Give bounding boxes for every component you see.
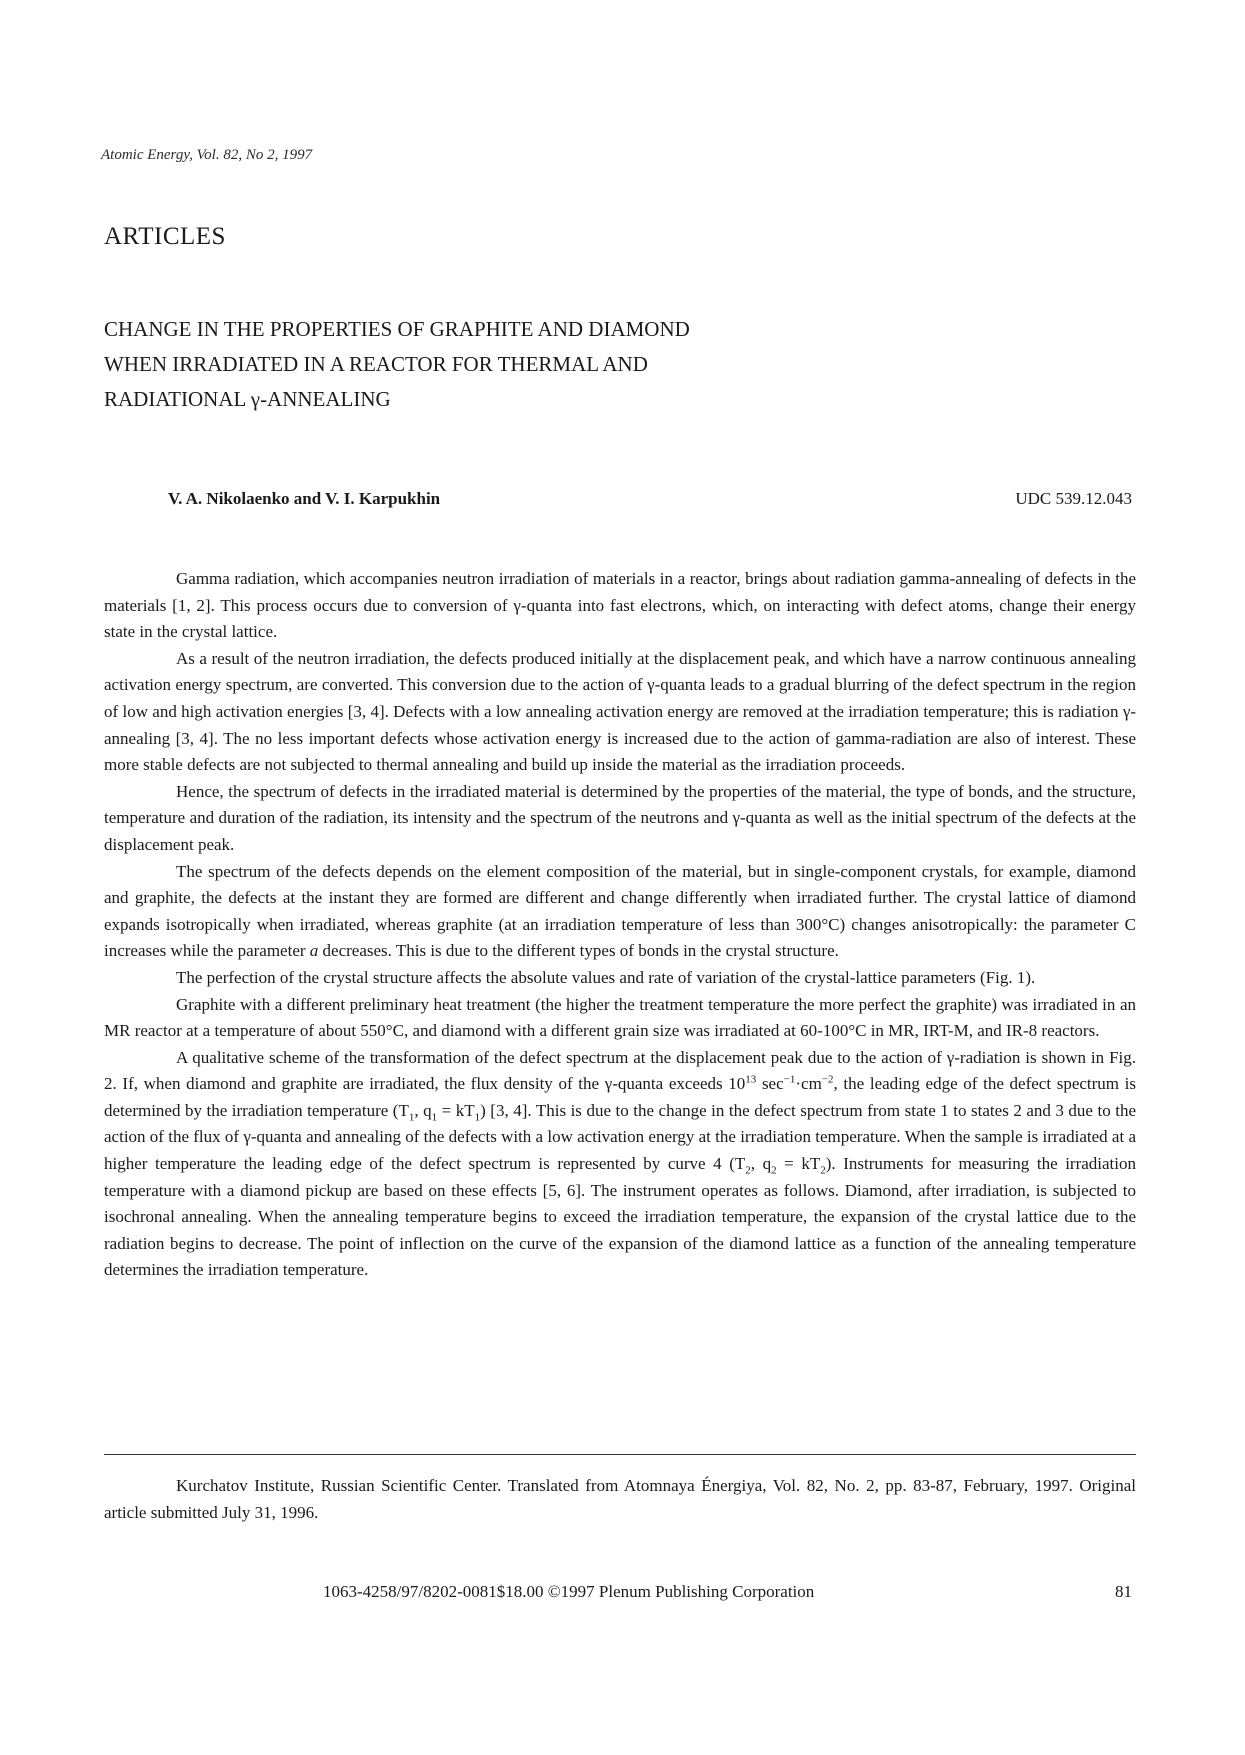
superscript: −2 [821, 1073, 834, 1086]
body-text-run: , q [750, 1154, 772, 1174]
body-text-run: ) [3, 4]. This is due to the change in the defect spectrum from state 1 to states 2 and 3 due to the action of the flux of γ-quanta and annealing of the defects with a low activation energy at the irradiation temperature. When the sample is irradiated at a higher temperature the leading edge of the defect spectrum is represented by curve 4 (T [104, 1100, 1136, 1174]
body-text-run: decreases. This is due to the different types of bonds in the crystal structure. [318, 941, 839, 961]
body-paragraph: Gamma radiation, which accompanies neutron irradiation of materials in a reactor, brings about radiation gamma-annealing of defects in the materials [1, 2]. This process occurs due to conversion of γ-quanta into fast electrons, which, on interacting with defect atoms, change their energy state in the crystal lattice. [104, 569, 1136, 642]
body-paragraph: Graphite with a different preliminary heat treatment (the higher the treatment temperature the more perfect the graphite) was irradiated in an MR reactor at a temperature of about 550°C, and diamond with a different grain size was irradiated at 60-100°C in MR, IRT-M, and IR-8 reactors. [104, 994, 1136, 1041]
title-line: CHANGE IN THE PROPERTIES OF GRAPHITE AND DIAMOND [104, 317, 690, 341]
subscript: 1 [408, 1111, 415, 1124]
body-text-run: sec [761, 1074, 784, 1094]
subscript: 2 [820, 1164, 826, 1177]
body-text-run: , q [414, 1100, 432, 1120]
body-text-run: = kT [437, 1100, 475, 1120]
article-body [104, 566, 1136, 1284]
footnote [104, 1473, 1136, 1526]
subscript: 2 [771, 1164, 777, 1177]
superscript: 13 [745, 1073, 757, 1086]
body-paragraph: The perfection of the crystal structure affects the absolute values and rate of variation of the crystal-lattice parameters (Fig. 1). [176, 967, 1036, 987]
title-line: RADIATIONAL γ-ANNEALING [104, 387, 391, 411]
superscript: −1 [783, 1073, 796, 1086]
body-text-run: ). Instruments for measuring the irradiation temperature with a diamond pickup are based on these effects [5, 6]. The instrument operates as follows. Diamond, after irradiation, is subjected to isochronal annealing. When the annealing temperature begins to exceed the irradiation temperature, the expansion of the crystal lattice due to the radiation begins to decrease. The point of inflection on the curve of the expansion of the diamond lattice as a function of the annealing temperature determines the irradiation temperature. [104, 1154, 1136, 1280]
footnote-text: Kurchatov Institute, Russian Scientific Center. Translated from Atomnaya Énergiya, Vol. 82, No. 2, pp. 83-87, February, 1997. Original article submitted July 31, 1996. [104, 1476, 1136, 1522]
copyright-line: 1063-4258/97/8202-0081$18.00 ©1997 Plenum Publishing Corporation [323, 1582, 815, 1601]
body-text-run: A qualitative scheme of the transformation of the defect spectrum at the displacement peak due to the action of γ-radiation is shown in Fig. 2. If, when diamond and graphite are irradiated, the flux density of the γ-quanta exceeds 10 [104, 1047, 1136, 1094]
subscript: 1 [431, 1111, 438, 1124]
body-paragraph: Hence, the spectrum of defects in the irradiated material is determined by the properties of the material, the type of bonds, and the structure, temperature and duration of the radiation, its intensity and the spectrum of the neutrons and γ-quanta as well as the initial spectrum of the defects at the displacement peak. [104, 781, 1136, 854]
page-number: 81 [1115, 1582, 1132, 1601]
body-paragraph: As a result of the neutron irradiation, the defects produced initially at the displacement peak, and which have a narrow continuous annealing activation energy spectrum, are converted. This conversion due to the action of γ-quanta leads to a gradual blurring of the defect spectrum in the region of low and high activation energies [3, 4]. Defects with a low annealing activation energy are removed at the irradiation temperature; this is radiation γ-annealing [3, 4]. The no less important defects whose activation energy is increased due to the action of gamma-radiation are also of interest. These more stable defects are not subjected to thermal annealing and build up inside the material as the irradiation proceeds. [104, 648, 1136, 775]
journal-reference: Atomic Energy, Vol. 82, No 2, 1997 [101, 147, 313, 163]
body-text-run: ·cm [795, 1074, 822, 1094]
udc-code: UDC 539.12.043 [1015, 489, 1132, 508]
title-line: WHEN IRRADIATED IN A REACTOR FOR THERMAL AND [104, 352, 648, 376]
body-text-run: The spectrum of the defects depends on the element composition of the material, but in single-component crystals, for example, diamond and graphite, the defects at the instant they are formed are different and change differently when irradiated further. The crystal lattice of diamond expands isotropically when irradiated, whereas graphite (at an irradiation temperature of less than 300°C) changes anisotropically: the parameter C increases while the parameter [104, 861, 1136, 961]
footnote-divider [104, 1454, 1136, 1455]
section-label: ARTICLES [104, 223, 226, 250]
body-paragraph [104, 1045, 1136, 1284]
subscript: 2 [745, 1164, 751, 1177]
body-text-run: = kT [776, 1154, 821, 1174]
author-list: V. A. Nikolaenko and V. I. Karpukhin [168, 489, 441, 508]
subscript: 1 [474, 1111, 481, 1124]
parameter-a: a [309, 941, 319, 961]
body-text-run: , the leading edge of the defect spectrum is determined by the irradiation temperature (T [104, 1074, 1137, 1120]
article-title [104, 312, 1004, 417]
body-paragraph [104, 859, 1136, 965]
